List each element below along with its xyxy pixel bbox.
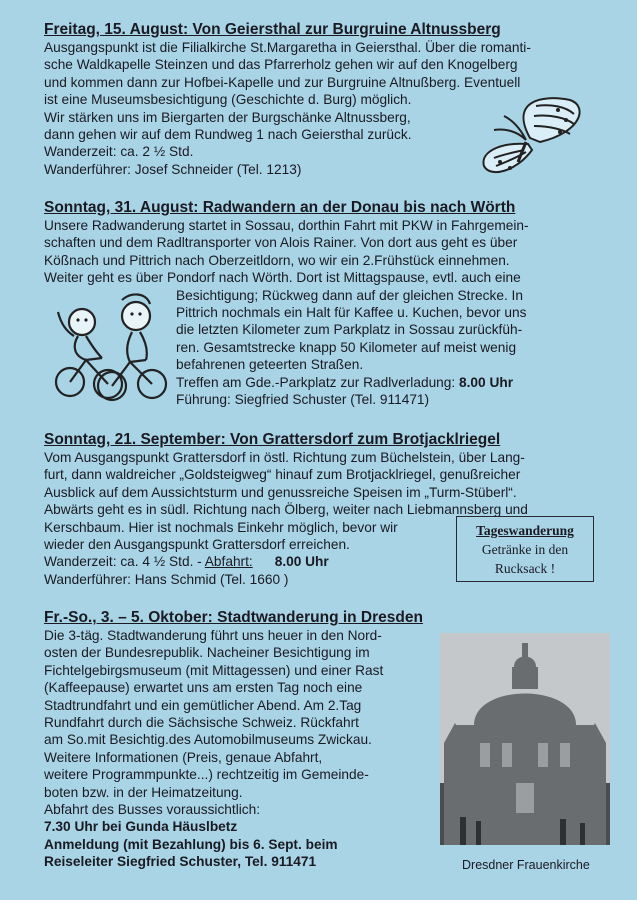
text-line: dann gehen wir auf dem Rundweg 1 nach Geiersthal zurück.	[44, 127, 412, 143]
text-line: Stadtrundfahrt und ein gemütlicher Abend. Am 2.Tag	[44, 697, 362, 713]
text-line: Rundfahrt durch die Sächsische Schweiz. Rückfahrt	[44, 715, 359, 731]
church-image	[440, 633, 610, 845]
text-line: osten der Bundesrepublik. Nacheiner Besichtigung im	[44, 645, 370, 661]
frauenkirche-photo	[440, 633, 610, 845]
box-line: Rucksack !	[494, 561, 556, 576]
text-line: sche Waldkapelle Steinzen und das Pfarrerholz gehen wir auf den Knogelberg	[44, 57, 518, 73]
text-line: ist eine Museumsbesichtigung (Geschichte d. Burg) möglich.	[44, 92, 412, 108]
text-line: schaften und dem Radltransporter von Alois Rainer. Von dort aus geht es über	[44, 235, 518, 251]
text-line: Ausblick auf dem Aussichtsturm und genussreiche Speisen im „Turm-Stüberl“.	[44, 484, 517, 500]
meeting-label: Treffen am Gde.-Parkplatz zur Radlverladung:	[176, 374, 460, 390]
text-line: am So.mit Besichtig.des Automobilmuseums Zwickau.	[44, 732, 372, 748]
bold-line: Anmeldung (mit Bezahlung) bis 6. Sept. beim	[44, 836, 338, 852]
butterfly-icon	[470, 92, 590, 180]
text-line: die letzten Kilometer zum Parkplatz in Sossau zurückfüh-	[176, 322, 523, 338]
text-line: Die 3-täg. Stadtwanderung führt uns heuer in den Nord-	[44, 628, 382, 643]
tour-leader: Führung: Siegfried Schuster (Tel. 911471)	[176, 392, 430, 408]
heading-radwandern: Sonntag, 31. August: Radwandern an der Donau bis nach Wörth	[44, 199, 516, 216]
text-line: furt, dann waldreicher „Goldsteigweg“ hinauf zum Brotjacklriegel, genußreicher	[44, 467, 521, 483]
heading-geiersthal: Freitag, 15. August: Von Geiersthal zur Burgruine Altnussberg	[44, 21, 501, 38]
abfahrt-label: Abfahrt:	[204, 554, 253, 570]
photo-caption: Dresdner Frauenkirche	[462, 858, 590, 872]
heading-dresden: Fr.-So., 3. – 5. Oktober: Stadtwanderung in Dresden	[44, 609, 423, 626]
abfahrt-time: 8.00 Uhr	[274, 554, 329, 570]
text-line: Weitere Informationen (Preis, genaue Abfahrt,	[44, 749, 323, 765]
text-line: Ausgangspunkt ist die Filialkirche St.Margaretha in Geiersthal. Über die romanti-	[44, 40, 531, 55]
text-line: Fichtelgebirgsmuseum (mit Mittagessen) und einer Rast	[44, 662, 384, 678]
text-line: Pittrich nochmals ein Halt für Kaffee u. Kuchen, bevor uns	[176, 305, 527, 321]
box-line: Getränke in den	[481, 542, 569, 557]
text-line: wieder den Ausgangspunkt Grattersdorf erreichen.	[44, 537, 350, 553]
text-line: Kerschbaum. Hier ist nochmals Einkehr möglich, bevor wir	[44, 519, 398, 535]
text-line: befahrenen geteerten Straßen.	[176, 357, 364, 373]
wanderzeit: Wanderzeit: ca. 4 ½ Std. -	[44, 554, 205, 570]
text-line: (Kaffeepause) erwartet uns am ersten Tag noch eine	[44, 680, 363, 696]
text-line: Weiter geht es über Pondorf nach Wörth. Dort ist Mittagspause, evtl. auch eine	[44, 270, 521, 286]
text-line: Unsere Radwanderung startet in Sossau, dorthin Fahrt mit PKW in Fahrgemein-	[44, 218, 529, 233]
text-line: Abwärts geht es in südl. Richtung nach Ölberg, weiter nach Liebmannsberg und	[44, 502, 528, 518]
text-line: Vom Ausgangspunkt Grattersdorf in östl. Richtung zum Büchelstein, über Lang-	[44, 450, 525, 465]
heading-brotjacklriegel: Sonntag, 21. September: Von Grattersdorf zum Brotjacklriegel	[44, 431, 501, 448]
bold-line: 7.30 Uhr bei Gunda Häuslbetz	[44, 819, 238, 835]
meeting-time: 8.00 Uhr	[459, 374, 514, 390]
text-line: und kommen dann zur Hofbei-Kapelle und zur Burgruine Altnußberg. Eventuell	[44, 74, 521, 90]
wanderzeit: Wanderzeit: ca. 2 ½ Std.	[44, 144, 194, 160]
text-line: Kößnach und Pittrich nach Oberzeitldorn, wo wir ein 2.Frühstück einnehmen.	[44, 252, 510, 268]
text-line: Abfahrt des Busses voraussichtlich:	[44, 802, 261, 818]
text-line: Besichtigung; Rückweg dann auf der gleichen Strecke. In	[176, 287, 523, 303]
tageswanderung-box	[456, 516, 594, 582]
text-line: weitere Programmpunkte...) rechtzeitig im Gemeinde-	[44, 767, 369, 783]
text-line: ren. Gesamtstrecke knapp 50 Kilometer auf meist wenig	[176, 339, 517, 355]
cyclists-icon	[52, 290, 170, 408]
wanderfuehrer: Wanderführer: Josef Schneider (Tel. 1213)	[44, 161, 302, 177]
text-line: boten bzw. in der Heimatzeitung.	[44, 784, 243, 800]
box-title: Tageswanderung	[476, 523, 574, 538]
bold-line: Reiseleiter Siegfried Schuster, Tel. 911471	[44, 854, 317, 870]
text-line: Wir stärken uns im Biergarten der Burgschänke Altnussberg,	[44, 109, 411, 125]
wanderfuehrer: Wanderführer: Hans Schmid (Tel. 1660 )	[44, 571, 289, 587]
